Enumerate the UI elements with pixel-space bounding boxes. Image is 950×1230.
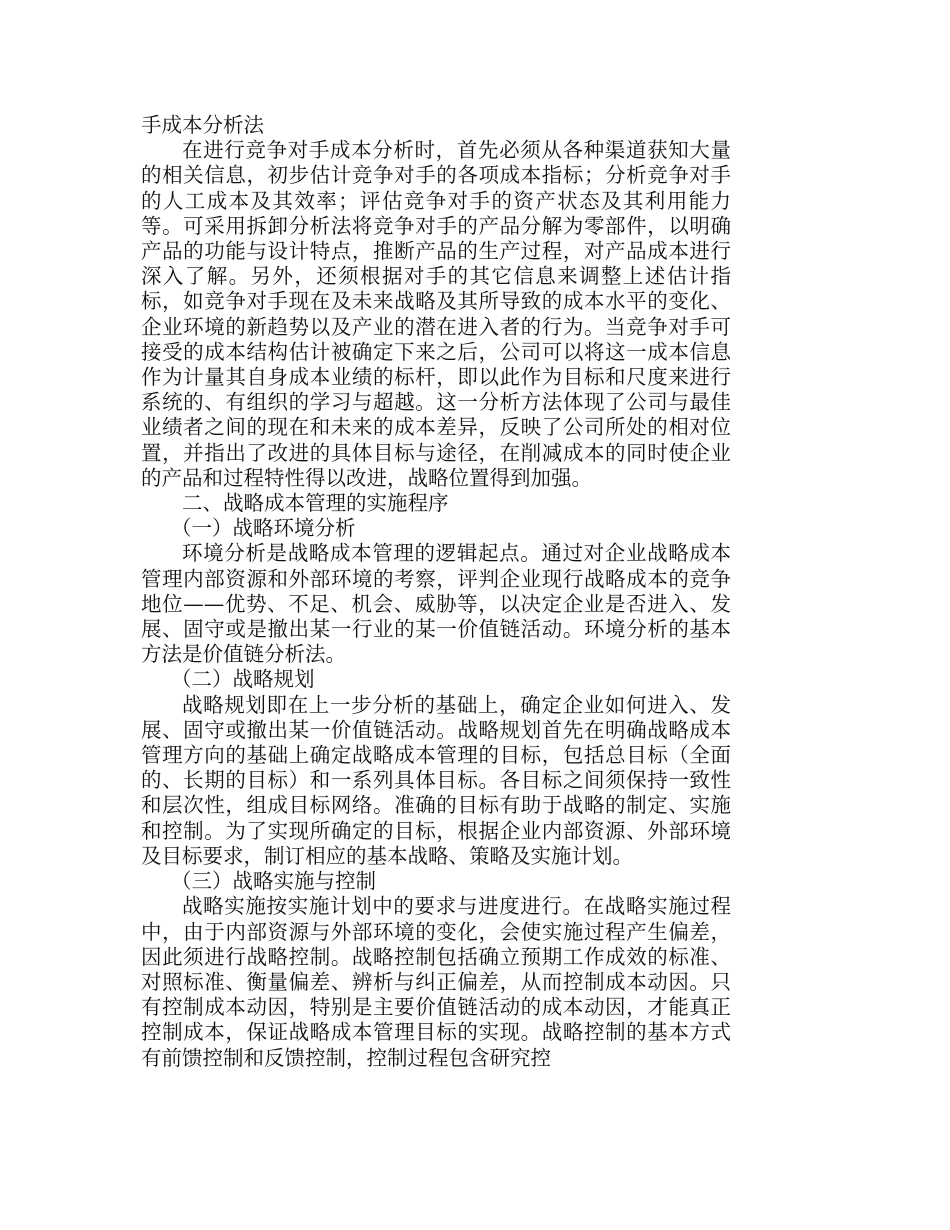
paragraph-competitor-cost-analysis: 在进行竞争对手成本分析时，首先必须从各种渠道获知大量的相关信息，初步估计竞争对手的各项成本指标；分析竞争对手的人工成本及其效率；评估竞争对手的资产状态及其利用能力等。可采用拆卸分析法将竞争对手的产品分解为零部件，以明确产品的功能与设计特点，推断产品的生产过程，对产品成本进行深入了解。另外，还须根据对手的其它信息来调整上述估计指标，如竞争对手现在及未来战略及其所导致的成本水平的变化、企业环境的新趋势以及产业的潜在进入者的行为。当竞争对手可接受的成本结构估计被确定下来之后，公司可以将这一成本信息作为计量其自身成本业绩的标杆，即以此作为目标和尺度来进行系统的、有组织的学习与超越。这一分析方法体现了公司与最佳业绩者之间的现在和未来的成本差异，反映了公司所处的相对位置，并指出了改进的具体目标与途径，在削减成本的同时使企业的产品和过程特性得以改进，战略位置得到加强。 — [141, 138, 731, 490]
subsection-heading-implementation-control: （三）战略实施与控制 — [171, 869, 376, 894]
document-page — [141, 113, 731, 1071]
subsection-heading-environment: （一）战略环境分析 — [171, 516, 356, 541]
paragraph-continued-heading: 手成本分析法 — [141, 113, 264, 137]
paragraph-environment-analysis: 环境分析是战略成本管理的逻辑起点。通过对企业战略成本管理内部资源和外部环境的考察，评判企业现行战略成本的竞争地位——优势、不足、机会、威胁等，以决定企业是否进入、发展、固守或是撤出某一行业的某一价值链活动。环境分析的基本方法是价值链分析法。 — [141, 541, 731, 667]
paragraph-implementation-control: 战略实施按实施计划中的要求与进度进行。在战略实施过程中，由于内部资源与外部环境的变化，会使实施过程产生偏差，因此须进行战略控制。战略控制包括确立预期工作成效的标准、对照标准、衡量偏差、辨析与纠正偏差，从而控制成本动因。只有控制成本动因，特别是主要价值链活动的成本动因，才能真正控制成本，保证战略成本管理目标的实现。战略控制的基本方式有前馈控制和反馈控制，控制过程包含研究控 — [141, 894, 731, 1070]
subsection-heading-planning: （二）战略规划 — [171, 667, 315, 692]
section-heading-implementation: 二、战略成本管理的实施程序 — [182, 491, 449, 516]
paragraph-strategic-planning: 战略规划即在上一步分析的基础上，确定企业如何进入、发展、固守或撤出某一价值链活动。战略规划首先在明确战略成本管理方向的基础上确定战略成本管理的目标，包括总目标（全面的、长期的目标）和一系列具体目标。各目标之间须保持一致性和层次性，组成目标网络。准确的目标有助于战略的制定、实施和控制。为了实现所确定的目标，根据企业内部资源、外部环境及目标要求，制订相应的基本战略、策略及实施计划。 — [141, 692, 731, 868]
